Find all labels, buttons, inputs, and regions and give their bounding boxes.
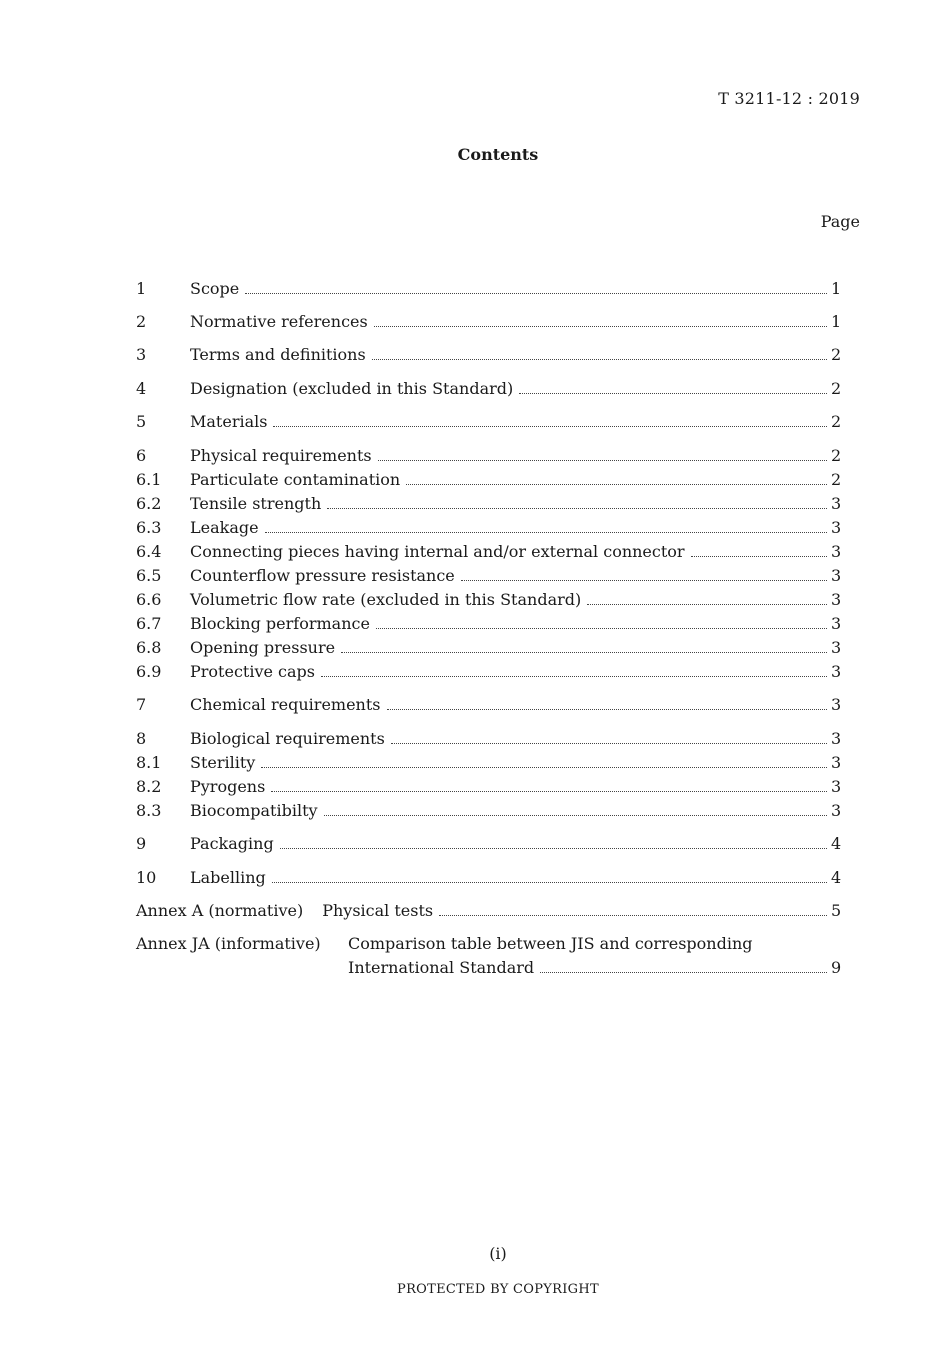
toc-page: 1 (831, 279, 842, 298)
toc-page: 1 (831, 312, 842, 331)
toc-page: 9 (831, 958, 842, 977)
toc-row-6-4[interactable] (136, 541, 841, 563)
toc-leader-dots (327, 508, 827, 509)
toc-row-8-1[interactable] (136, 752, 841, 774)
toc-row-1[interactable] (136, 278, 841, 300)
document-id: T 3211-12 : 2019 (718, 89, 860, 108)
toc-row-8-3[interactable] (136, 800, 841, 822)
toc-title: Tensile strength (190, 494, 322, 513)
toc-title: Blocking performance (190, 614, 370, 633)
toc-leader-dots (378, 460, 827, 461)
toc-page: 3 (831, 801, 842, 820)
toc-page: 2 (831, 412, 842, 431)
toc-row-9[interactable] (136, 833, 841, 855)
toc-title: Connecting pieces having internal and/or external connector (190, 542, 685, 561)
toc-number: 6.5 (136, 566, 162, 585)
toc-leader-dots (374, 326, 827, 327)
toc-title: Packaging (190, 834, 274, 853)
toc-title: Leakage (190, 518, 259, 537)
toc-leader-dots (587, 604, 827, 605)
toc-leader-dots (406, 484, 827, 485)
toc-leader-dots (265, 532, 827, 533)
toc-page: 2 (831, 379, 842, 398)
toc-title: Terms and definitions (190, 345, 366, 364)
toc-title: Chemical requirements (190, 695, 381, 714)
annex-label: Annex A (normative) (136, 901, 304, 920)
toc-page: 4 (831, 868, 842, 887)
toc-leader-dots (391, 743, 827, 744)
toc-title: Pyrogens (190, 777, 266, 796)
annex-label: Annex JA (informative) (136, 934, 321, 953)
toc-row-6[interactable] (136, 445, 841, 467)
toc-page: 3 (831, 662, 842, 681)
toc-number: 6 (136, 446, 147, 465)
toc-title: Biocompatibilty (190, 801, 318, 820)
toc-number: 6.8 (136, 638, 162, 657)
toc-number: 6.2 (136, 494, 162, 513)
toc-title: Counterflow pressure resistance (190, 566, 455, 585)
toc-number: 2 (136, 312, 147, 331)
toc-page: 3 (831, 614, 842, 633)
toc-page: 3 (831, 695, 842, 714)
toc-title: Protective caps (190, 662, 315, 681)
toc-number: 1 (136, 279, 147, 298)
toc-title: Physical requirements (190, 446, 372, 465)
toc-row-3[interactable] (136, 344, 841, 366)
copyright-notice: PROTECTED BY COPYRIGHT (397, 1282, 599, 1297)
toc-page: 3 (831, 518, 842, 537)
toc-row-6-6[interactable] (136, 589, 841, 611)
toc-page: 3 (831, 729, 842, 748)
toc-row-annex-ja-line1[interactable] (136, 933, 752, 955)
toc-leader-dots (376, 628, 827, 629)
toc-title: International Standard (348, 958, 535, 977)
toc-leader-dots (324, 815, 827, 816)
toc-page: 3 (831, 638, 842, 657)
toc-leader-dots (691, 556, 827, 557)
toc-title: Volumetric flow rate (excluded in this Standard) (190, 590, 582, 609)
toc-leader-dots (519, 393, 827, 394)
toc-leader-dots (280, 848, 827, 849)
toc-page: 5 (831, 901, 842, 920)
toc-row-annex-a[interactable] (136, 900, 841, 922)
toc-number: 3 (136, 345, 147, 364)
toc-leader-dots (341, 652, 827, 653)
toc-row-4[interactable] (136, 378, 841, 400)
toc-leader-dots (245, 293, 827, 294)
toc-number: 8.3 (136, 801, 162, 820)
toc-leader-dots (261, 767, 827, 768)
toc-title: Sterility (190, 753, 256, 772)
contents-heading: Contents (457, 145, 539, 164)
toc-number: 6.1 (136, 470, 162, 489)
toc-page: 4 (831, 834, 842, 853)
toc-row-6-3[interactable] (136, 517, 841, 539)
toc-leader-dots (273, 426, 827, 427)
toc-row-2[interactable] (136, 311, 841, 333)
toc-number: 6.9 (136, 662, 162, 681)
toc-title: Opening pressure (190, 638, 336, 657)
toc-leader-dots (271, 791, 827, 792)
toc-leader-dots (387, 709, 828, 710)
toc-row-8[interactable] (136, 728, 841, 750)
toc-leader-dots (321, 676, 827, 677)
toc-number: 6.4 (136, 542, 162, 561)
toc-row-6-7[interactable] (136, 613, 841, 635)
toc-title: Scope (190, 279, 240, 298)
toc-row-5[interactable] (136, 411, 841, 433)
toc-row-6-5[interactable] (136, 565, 841, 587)
toc-number: 7 (136, 695, 147, 714)
toc-number: 8.2 (136, 777, 162, 796)
toc-row-6-2[interactable] (136, 493, 841, 515)
toc-row-7[interactable] (136, 694, 841, 716)
toc-number: 6.3 (136, 518, 162, 537)
toc-number: 6.7 (136, 614, 162, 633)
toc-title: Labelling (190, 868, 266, 887)
toc-leader-dots (439, 915, 827, 916)
page-column-label: Page (820, 212, 860, 231)
footer-page-number: (i) (489, 1244, 507, 1263)
toc-number: 6.6 (136, 590, 162, 609)
toc-title: Materials (190, 412, 268, 431)
toc-row-10[interactable] (136, 867, 841, 889)
toc-title: Physical tests (322, 901, 434, 920)
toc-row-annex-ja-line2[interactable] (348, 957, 841, 979)
toc-leader-dots (540, 972, 827, 973)
toc-leader-dots (372, 359, 827, 360)
toc-number: 5 (136, 412, 147, 431)
toc-page: 2 (831, 446, 842, 465)
toc-number: 9 (136, 834, 147, 853)
toc-row-8-2[interactable] (136, 776, 841, 798)
toc-page: 3 (831, 566, 842, 585)
toc-page: 3 (831, 590, 842, 609)
toc-number: 8 (136, 729, 147, 748)
toc-number: 10 (136, 868, 157, 887)
toc-page: 2 (831, 345, 842, 364)
toc-title: Particulate contamination (190, 470, 401, 489)
toc-title: Normative references (190, 312, 368, 331)
toc-page: 2 (831, 470, 842, 489)
toc-title: Biological requirements (190, 729, 385, 748)
toc-row-6-1[interactable] (136, 469, 841, 491)
toc-number: 4 (136, 379, 147, 398)
toc-page: 3 (831, 777, 842, 796)
toc-row-6-8[interactable] (136, 637, 841, 659)
toc-page: 3 (831, 494, 842, 513)
toc-number: 8.1 (136, 753, 162, 772)
toc-leader-dots (461, 580, 827, 581)
toc-row-6-9[interactable] (136, 661, 841, 683)
toc-title: Designation (excluded in this Standard) (190, 379, 514, 398)
toc-page: 3 (831, 542, 842, 561)
toc-title: Comparison table between JIS and corresponding (348, 934, 753, 953)
toc-leader-dots (272, 882, 827, 883)
toc-page: 3 (831, 753, 842, 772)
